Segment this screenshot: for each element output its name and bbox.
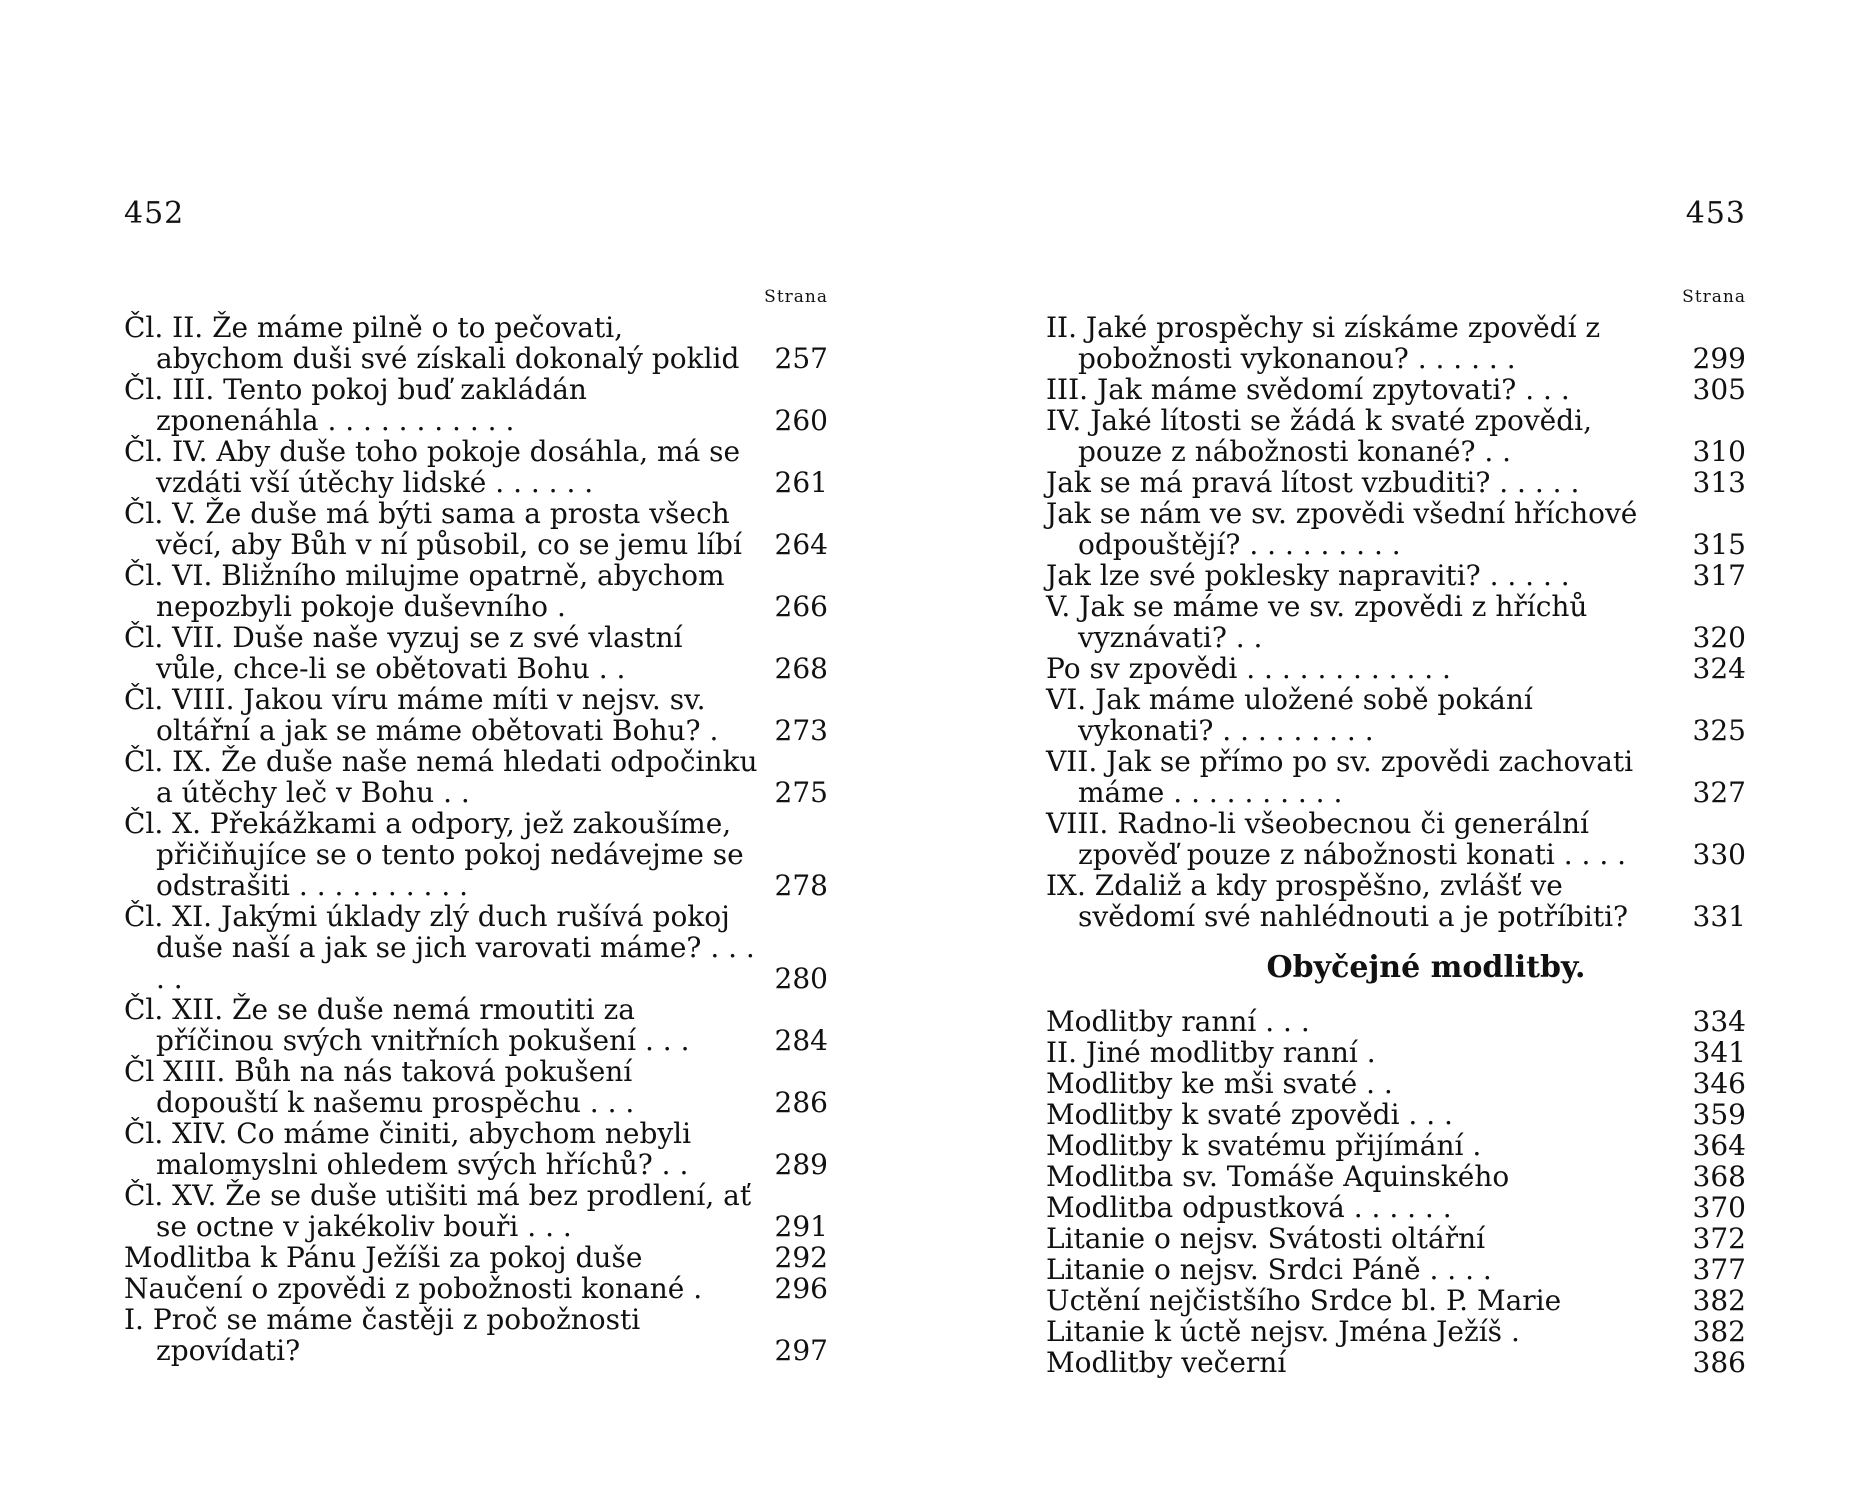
- toc-entry: [1046, 1347, 1746, 1378]
- toc-entry-page: 341: [1692, 1036, 1746, 1069]
- toc-entry: [1046, 1006, 1746, 1037]
- toc-entry-title: Čl. II. Že máme pilně o to pečovati, abychom duši své získali dokonalý poklid: [124, 311, 740, 375]
- toc-entry: [124, 808, 828, 901]
- toc-entry-title: III. Jak máme svědomí zpytovati? . . .: [1046, 373, 1570, 406]
- toc-entry-page: 257: [774, 342, 828, 375]
- toc-entry-title: Naučení o zpovědi z pobožnosti konané .: [124, 1272, 703, 1305]
- toc-entry-page: 370: [1692, 1191, 1746, 1224]
- toc-entry-title: Po sv zpovědi . . . . . . . . . . . .: [1046, 652, 1451, 685]
- toc-entry-title: Čl. VII. Duše naše vyzuj se z své vlastní vůle, chce-li se obětovati Bohu . .: [124, 621, 683, 685]
- page-number: 452: [124, 196, 185, 231]
- toc-entry-title: VI. Jak máme uložené sobě pokání vykonati? . . . . . . . . .: [1046, 683, 1533, 747]
- toc-entry: [1046, 1285, 1746, 1316]
- toc-entry-page: 284: [774, 1024, 828, 1057]
- right-page: [1046, 0, 1746, 1500]
- section-heading: Obyčejné modlitby.: [1266, 950, 1586, 985]
- toc-entry-page: 292: [774, 1241, 828, 1274]
- toc-entry: [1046, 1223, 1746, 1254]
- toc-entry-page: 334: [1692, 1005, 1746, 1038]
- toc-entry-title: Čl XIII. Bůh na nás taková pokušení dopouští k našemu prospěchu . . .: [124, 1055, 635, 1119]
- toc-entry-page: 273: [774, 714, 828, 747]
- toc-entry-title: I. Proč se máme častěji z pobožnosti zpovídati?: [124, 1303, 641, 1367]
- table-of-contents: [1046, 312, 1746, 1378]
- toc-entry-page: 372: [1692, 1222, 1746, 1255]
- toc-entry: [1046, 405, 1746, 467]
- toc-entry: [1046, 467, 1746, 498]
- toc-entry-title: Litanie o nejsv. Svátosti oltářní: [1046, 1222, 1486, 1255]
- toc-entry: [1046, 808, 1746, 870]
- toc-entry-page: 261: [774, 466, 828, 499]
- toc-entry-page: 297: [774, 1334, 828, 1367]
- toc-entry: [1046, 312, 1746, 374]
- toc-entry-page: 327: [1692, 776, 1746, 809]
- toc-entry-title: Čl. VI. Bližního milujme opatrně, abychom nepozbyli pokoje duševního .: [124, 559, 725, 623]
- toc-entry: [124, 560, 828, 622]
- toc-entry: [1046, 1192, 1746, 1223]
- toc-entry-page: 359: [1692, 1098, 1746, 1131]
- toc-entry-page: 364: [1692, 1129, 1746, 1162]
- toc-entry-page: 382: [1692, 1284, 1746, 1317]
- toc-entry-title: Modlitba k Pánu Ježíši za pokoj duše: [124, 1241, 643, 1274]
- toc-entry-title: Čl. XV. Že se duše utišiti má bez prodlení, ať se octne v jakékoliv bouři . . .: [124, 1179, 752, 1243]
- toc-entry: [1046, 1068, 1746, 1099]
- toc-entry-page: 325: [1692, 714, 1746, 747]
- toc-entry-page: 286: [774, 1086, 828, 1119]
- toc-entry-title: Čl. V. Že duše má býti sama a prosta všech věcí, aby Bůh v ní působil, co se jemu líbí: [124, 497, 742, 561]
- toc-entry-title: VII. Jak se přímo po sv. zpovědi zachovati máme . . . . . . . . . .: [1046, 745, 1634, 809]
- toc-entry: [1046, 374, 1746, 405]
- toc-entry-title: Čl. VIII. Jakou víru máme míti v nejsv. sv. oltářní a jak se máme obětovati Bohu? .: [124, 683, 719, 747]
- toc-entry-page: 346: [1692, 1067, 1746, 1100]
- toc-entry: [1046, 1099, 1746, 1130]
- toc-entry: [124, 1273, 828, 1304]
- left-page: [124, 0, 828, 1500]
- toc-entry-title: Litanie o nejsv. Srdci Páně . . . .: [1046, 1253, 1492, 1286]
- toc-confession-section: [1046, 312, 1746, 932]
- toc-entry: [1046, 1254, 1746, 1285]
- toc-entry-title: Čl. IV. Aby duše toho pokoje dosáhla, má se vzdáti vší útěchy lidské . . . . . .: [124, 435, 741, 499]
- toc-entry: [124, 1242, 828, 1273]
- toc-entry-page: 296: [774, 1272, 828, 1305]
- toc-entry: [124, 1180, 828, 1242]
- toc-entry-page: 289: [774, 1148, 828, 1181]
- toc-entry-page: 324: [1692, 652, 1746, 685]
- toc-entry: [1046, 1037, 1746, 1068]
- toc-entry: [1046, 1316, 1746, 1347]
- toc-entry-page: 291: [774, 1210, 828, 1243]
- toc-entry: [1046, 870, 1746, 932]
- toc-entry: [124, 498, 828, 560]
- toc-entry-title: Litanie k úctě nejsv. Jména Ježíš .: [1046, 1315, 1520, 1348]
- toc-entry-title: Čl. X. Překážkami a odpory, jež zakoušíme, přičiňujíce se o tento pokoj nedávejme se odstrašiti . . . . . . . . . .: [124, 807, 744, 902]
- toc-entry-title: Modlitby večerní: [1046, 1346, 1287, 1379]
- toc-entry: [1046, 1130, 1746, 1161]
- toc-entry-page: 299: [1692, 342, 1746, 375]
- toc-entry-page: 386: [1692, 1346, 1746, 1379]
- toc-entry: [124, 746, 828, 808]
- toc-entry-page: 280: [774, 962, 828, 995]
- toc-entry-title: Modlitby ranní . . .: [1046, 1005, 1310, 1038]
- toc-entry-page: 317: [1692, 559, 1746, 592]
- toc-entry-title: VIII. Radno-li všeobecnou či generální zpověď pouze z nábožnosti konati . . . .: [1046, 807, 1627, 871]
- toc-entry-title: Modlitby k svatému přijímání .: [1046, 1129, 1482, 1162]
- toc-entry: [1046, 1161, 1746, 1192]
- toc-entry: [1046, 591, 1746, 653]
- toc-prayers-section: [1046, 1006, 1746, 1378]
- toc-entry-page: 275: [774, 776, 828, 809]
- toc-entry-title: Modlitby k svaté zpovědi . . .: [1046, 1098, 1453, 1131]
- toc-entry-page: 320: [1692, 621, 1746, 654]
- toc-entry-title: Uctění nejčistšího Srdce bl. P. Marie: [1046, 1284, 1562, 1317]
- toc-entry: [124, 1118, 828, 1180]
- toc-entry-page: 268: [774, 652, 828, 685]
- toc-entry: [124, 1056, 828, 1118]
- toc-entry-page: 331: [1692, 900, 1746, 933]
- toc-entry: [124, 684, 828, 746]
- toc-entry-title: Jak se nám ve sv. zpovědi všední hříchové odpouštějí? . . . . . . . . .: [1046, 497, 1638, 561]
- page-number: 453: [1685, 196, 1746, 231]
- toc-entry: [124, 622, 828, 684]
- toc-entry-page: 315: [1692, 528, 1746, 561]
- toc-entry-page: 278: [774, 869, 828, 902]
- toc-entry: [124, 436, 828, 498]
- toc-entry-title: Čl. XII. Že se duše nemá rmoutiti za příčinou svých vnitřních pokušení . . .: [124, 993, 690, 1057]
- column-label: Strana: [764, 287, 828, 307]
- toc-entry: [124, 1304, 828, 1366]
- toc-entry-title: Modlitby ke mši svaté . .: [1046, 1067, 1393, 1100]
- toc-entry: [124, 374, 828, 436]
- toc-entry-page: 266: [774, 590, 828, 623]
- toc-entry-page: 313: [1692, 466, 1746, 499]
- toc-entry-title: Modlitba odpustková . . . . . .: [1046, 1191, 1452, 1224]
- toc-entry-title: IV. Jaké lítosti se žádá k svaté zpovědi, pouze z nábožnosti konané? . .: [1046, 404, 1593, 468]
- toc-entry-title: IX. Zdaliž a kdy prospěšno, zvlášť ve svědomí své nahlédnouti a je potříbiti?: [1046, 869, 1629, 933]
- toc-entry-page: 305: [1692, 373, 1746, 406]
- toc-entry-title: Čl. IX. Že duše naše nemá hledati odpočinku a útěchy leč v Bohu . .: [124, 745, 758, 809]
- toc-entry: [124, 312, 828, 374]
- toc-entry: [1046, 653, 1746, 684]
- toc-entry-page: 377: [1692, 1253, 1746, 1286]
- toc-entry-page: 382: [1692, 1315, 1746, 1348]
- toc-entry: [1046, 746, 1746, 808]
- toc-entry: [124, 901, 828, 994]
- toc-entry-title: Jak se má pravá lítost vzbuditi? . . . . .: [1046, 466, 1580, 499]
- column-label: Strana: [1682, 287, 1746, 307]
- toc-entry-title: V. Jak se máme ve sv. zpovědi z hříchů vyznávati? . .: [1046, 590, 1588, 654]
- toc-entry-title: Jak lze své poklesky napraviti? . . . . .: [1046, 559, 1570, 592]
- toc-entry-page: 310: [1692, 435, 1746, 468]
- toc-entry: [1046, 498, 1746, 560]
- toc-entry-page: 264: [774, 528, 828, 561]
- toc-entry-title: Čl. XIV. Co máme činiti, abychom nebyli malomyslni ohledem svých hříchů? . .: [124, 1117, 692, 1181]
- toc-entry-page: 368: [1692, 1160, 1746, 1193]
- toc-entry-page: 260: [774, 404, 828, 437]
- toc-entry-title: Modlitba sv. Tomáše Aquinského: [1046, 1160, 1510, 1193]
- toc-entry-title: Čl. XI. Jakými úklady zlý duch rušívá pokoj duše naší a jak se jich varovati máme? . . . . .: [124, 900, 755, 995]
- toc-entry: [124, 994, 828, 1056]
- toc-entry-page: 330: [1692, 838, 1746, 871]
- toc-entry: [1046, 684, 1746, 746]
- toc-entry-title: II. Jiné modlitby ranní .: [1046, 1036, 1376, 1069]
- toc-entry: [1046, 560, 1746, 591]
- table-of-contents: [124, 312, 828, 1366]
- toc-entry-title: Čl. III. Tento pokoj buď zakládán zponenáhla . . . . . . . . . . .: [124, 373, 587, 437]
- toc-entry-title: II. Jaké prospěchy si získáme zpovědí z pobožnosti vykonanou? . . . . . .: [1046, 311, 1601, 375]
